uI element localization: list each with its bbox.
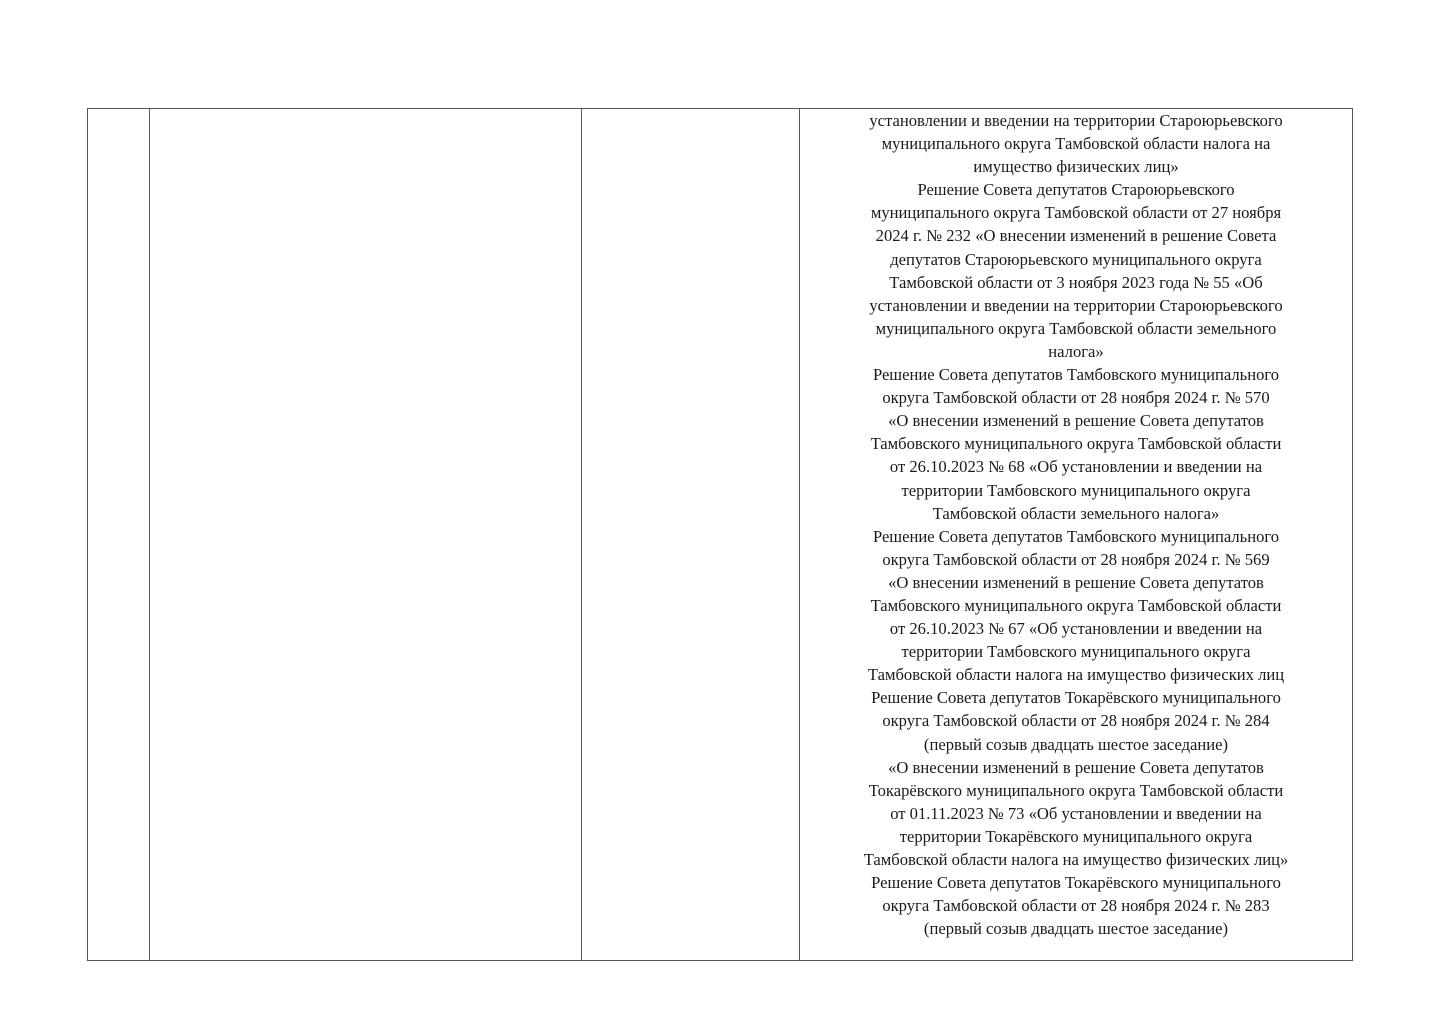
text-line: Тамбовского муниципального округа Тамбовской области — [870, 595, 1282, 615]
text-line: территории Тамбовского муниципального округа — [901, 642, 1251, 662]
text-line: от 01.11.2023 № 73 «Об установлении и введении на — [890, 803, 1262, 823]
text-line: Тамбовского муниципального округа Тамбовской области — [870, 434, 1282, 454]
table-cell-number — [88, 109, 150, 960]
text-line: установлении и введении на территории Староюрьевского — [869, 295, 1283, 315]
text-line: округа Тамбовской области от 28 ноября 2024 г. № 569 — [882, 549, 1270, 569]
table-cell-details — [582, 109, 800, 960]
text-line: округа Тамбовской области от 28 ноября 2024 г. № 570 — [882, 388, 1270, 408]
text-line: установлении и введении на территории Староюрьевского — [869, 111, 1283, 130]
text-line: Тамбовской области от 3 ноября 2023 года № 55 «Об — [889, 272, 1263, 292]
text-line: муниципального округа Тамбовской области налога на — [881, 134, 1271, 154]
text-line: Решение Совета депутатов Токарёвского муниципального — [871, 688, 1281, 708]
text-line: Решение Совета депутатов Староюрьевского — [917, 180, 1235, 200]
text-line: Тамбовской области земельного налога» — [932, 503, 1220, 523]
text-line: муниципального округа Тамбовской области земельного — [875, 318, 1277, 338]
text-line: (первый созыв двадцать шестое заседание) — [923, 919, 1229, 939]
text-line: депутатов Староюрьевского муниципального округа — [890, 249, 1262, 269]
text-line: (первый созыв двадцать шестое заседание) — [923, 734, 1229, 754]
table-cell-legal-acts — [800, 109, 1352, 960]
text-line: от 26.10.2023 № 67 «Об установлении и введении на — [889, 619, 1263, 639]
text-line: округа Тамбовской области от 28 ноября 2024 г. № 284 — [882, 711, 1270, 731]
text-line: 2024 г. № 232 «О внесении изменений в решение Совета — [875, 226, 1277, 246]
text-line: имущество физических лиц» — [973, 157, 1179, 177]
text-line: «О внесении изменений в решение Совета депутатов — [888, 757, 1264, 777]
text-line: Решение Совета депутатов Тамбовского муниципального — [872, 365, 1280, 385]
text-line: «О внесении изменений в решение Совета депутатов — [888, 411, 1264, 431]
text-line: налога» — [1048, 341, 1104, 361]
text-line: Тамбовской области налога на имущество физических лиц» — [863, 850, 1289, 869]
text-line: территории Токарёвского муниципального округа — [899, 826, 1253, 846]
text-line: муниципального округа Тамбовской области от 27 ноября — [870, 203, 1282, 223]
text-line: округа Тамбовской области от 28 ноября 2024 г. № 283 — [882, 896, 1270, 916]
text-line: Токарёвского муниципального округа Тамбовской области — [868, 780, 1284, 800]
text-line: Решение Совета депутатов Токарёвского муниципального — [871, 873, 1281, 893]
document-table — [87, 108, 1353, 961]
text-line: «О внесении изменений в решение Совета депутатов — [888, 572, 1264, 592]
text-line: территории Тамбовского муниципального округа — [901, 480, 1251, 500]
table-cell-name — [150, 109, 582, 960]
text-line: Тамбовской области налога на имущество физических лиц — [867, 665, 1285, 685]
text-line: Решение Совета депутатов Тамбовского муниципального — [872, 526, 1280, 546]
text-line: от 26.10.2023 № 68 «Об установлении и введении на — [889, 457, 1263, 477]
